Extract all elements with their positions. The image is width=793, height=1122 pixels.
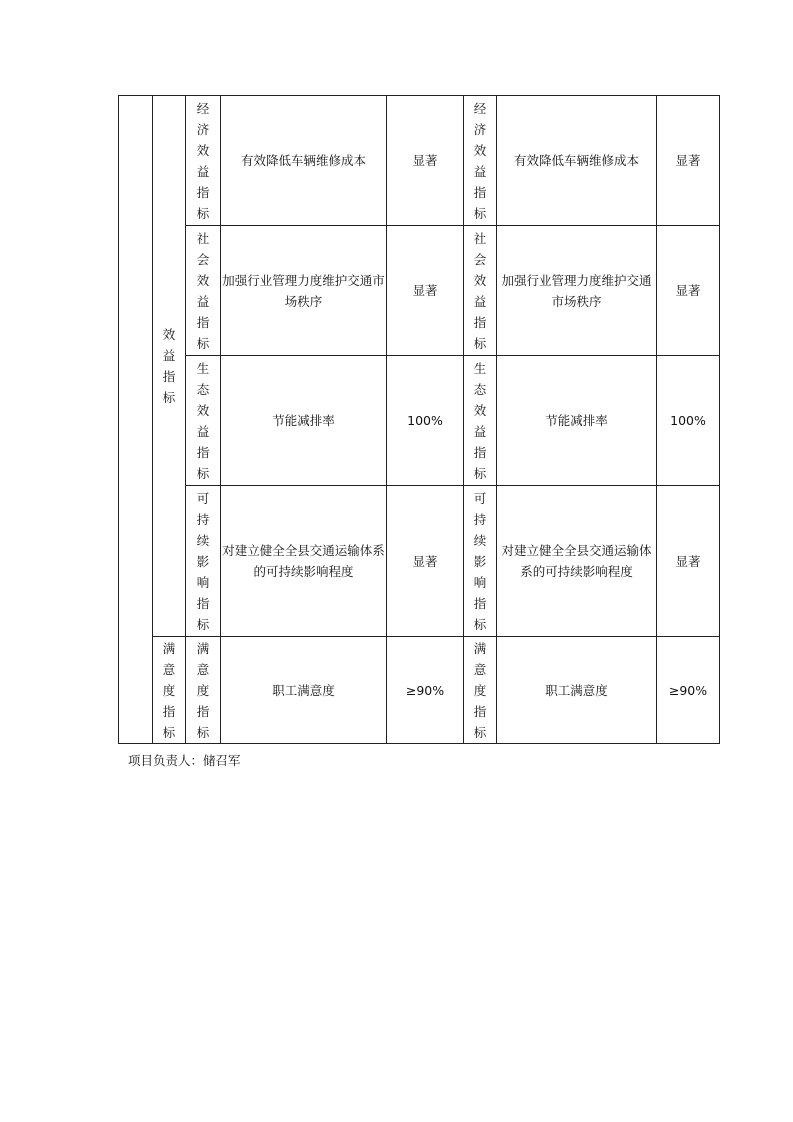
group-label-benefit: 效益指标	[162, 327, 176, 405]
table-row	[119, 486, 720, 637]
sub-indicator-label: 可持续影响指标	[196, 490, 210, 632]
indicator-value: 显著	[387, 96, 464, 226]
sub-indicator-label: 满意度指标	[196, 640, 210, 740]
sub-indicator-cell	[186, 356, 221, 486]
indicator-value: 100%	[387, 356, 464, 486]
indicator-description: 对建立健全全县交通运输体系的可持续影响程度	[221, 486, 387, 637]
sub-indicator-cell	[464, 486, 497, 637]
sub-indicator-label: 经济效益指标	[473, 100, 487, 221]
sub-indicator-cell	[464, 226, 497, 356]
project-lead-note: 项目负责人：储召军	[128, 753, 241, 768]
table-row	[119, 96, 720, 226]
indicator-description: 对建立健全全县交通运输体系的可持续影响程度	[497, 486, 657, 637]
sub-indicator-label: 生态效益指标	[473, 360, 487, 481]
indicator-description: 有效降低车辆维修成本	[221, 96, 387, 226]
indicator-value: ≥90%	[387, 637, 464, 744]
sub-indicator-cell	[464, 637, 497, 744]
sub-indicator-label: 社会效益指标	[196, 230, 210, 351]
indicator-description: 加强行业管理力度维护交通市场秩序	[221, 226, 387, 356]
group-cell-satisfaction	[153, 637, 186, 744]
indicator-value: 显著	[387, 226, 464, 356]
sub-indicator-cell	[186, 637, 221, 744]
indicator-description: 职工满意度	[497, 637, 657, 744]
sub-indicator-label: 社会效益指标	[473, 230, 487, 351]
sub-indicator-cell	[464, 356, 497, 486]
indicator-value: 显著	[387, 486, 464, 637]
indicator-description: 加强行业管理力度维护交通市场秩序	[497, 226, 657, 356]
sub-indicator-label: 满意度指标	[473, 640, 487, 740]
indicator-value: 显著	[657, 96, 720, 226]
table-row	[119, 356, 720, 486]
indicator-value: 100%	[657, 356, 720, 486]
group-cell-benefit	[153, 96, 186, 637]
table-row	[119, 637, 720, 744]
sub-indicator-label: 经济效益指标	[196, 100, 210, 221]
sub-indicator-cell	[186, 226, 221, 356]
indicator-value: ≥90%	[657, 637, 720, 744]
performance-indicator-table	[118, 95, 720, 744]
table-row	[119, 226, 720, 356]
sub-indicator-label: 可持续影响指标	[473, 490, 487, 632]
indicator-description: 节能减排率	[221, 356, 387, 486]
indicator-description: 节能减排率	[497, 356, 657, 486]
indicator-value: 显著	[657, 226, 720, 356]
group-label-satisfaction: 满意度指标	[162, 640, 176, 740]
sub-indicator-label: 生态效益指标	[196, 360, 210, 481]
indicator-description: 有效降低车辆维修成本	[497, 96, 657, 226]
outer-blank-cell	[119, 96, 153, 744]
sub-indicator-cell	[464, 96, 497, 226]
indicator-description: 职工满意度	[221, 637, 387, 744]
indicator-value: 显著	[657, 486, 720, 637]
sub-indicator-cell	[186, 486, 221, 637]
sub-indicator-cell	[186, 96, 221, 226]
